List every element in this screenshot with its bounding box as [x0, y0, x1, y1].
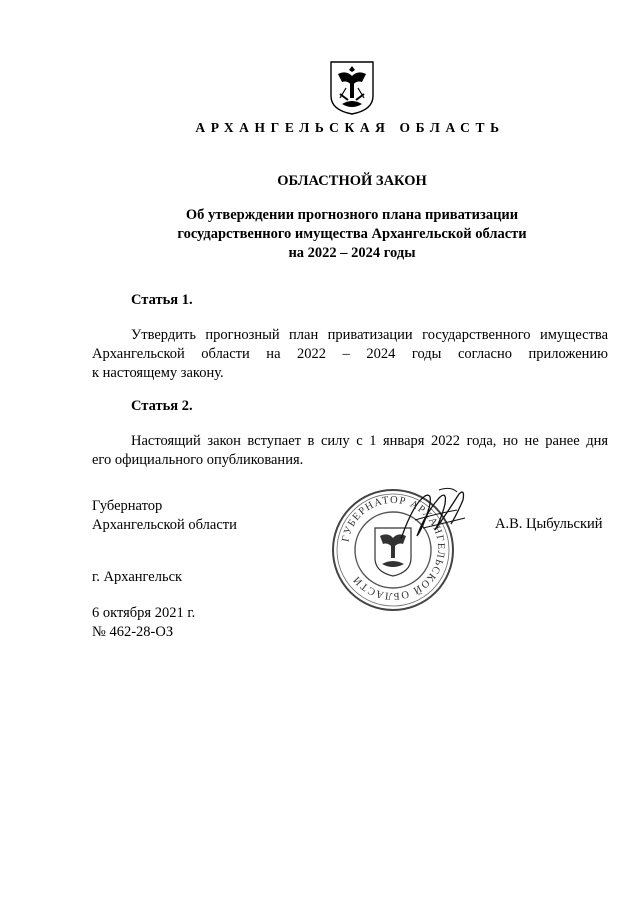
- law-title-line: на 2022 – 2024 годы: [288, 245, 416, 261]
- place-of-signing: г. Архангельск: [92, 569, 183, 585]
- article-2-heading: Статья 2.: [131, 398, 193, 414]
- article-2-line: его официального опубликования.: [92, 452, 304, 468]
- handwritten-signature-icon: [395, 484, 475, 546]
- article-1-heading: Статья 1.: [131, 292, 193, 308]
- signatory-position-line: Губернатор: [92, 498, 163, 514]
- signatory-position: [92, 497, 237, 535]
- arkhangelsk-coat-of-arms-icon: [328, 60, 376, 116]
- article-1-line: Архангельской области на 2022 – 2024 годы согласно приложению: [92, 346, 608, 362]
- law-title-line: Об утверждении прогнозного плана приватизации: [185, 207, 519, 223]
- article-1-line: к настоящему закону.: [92, 365, 224, 381]
- article-1-line: Утвердить прогнозный план приватизации государственного имущества: [131, 327, 608, 343]
- signatory-name: А.В. Цыбульский: [495, 516, 603, 532]
- article-2-line: Настоящий закон вступает в силу с 1 января 2022 года, но не ранее дня: [131, 433, 608, 449]
- region-name: АРХАНГЕЛЬСКАЯ ОБЛАСТЬ: [195, 120, 505, 135]
- signatory-position-line: Архангельской области: [92, 517, 237, 533]
- law-date: 6 октября 2021 г.: [92, 605, 196, 621]
- article-1-text: [92, 326, 608, 383]
- law-type: ОБЛАСТНОЙ ЗАКОН: [277, 173, 427, 189]
- law-number: № 462-28-ОЗ: [92, 624, 174, 640]
- article-2-text: [92, 432, 608, 470]
- law-title-line: государственного имущества Архангельской области: [177, 226, 527, 242]
- law-title: [0, 206, 640, 263]
- law-date-and-number: [92, 604, 195, 642]
- seal-text: ГУБЕРНАТОР АРХАНГЕЛЬСКОЙ ОБЛАСТИ: [340, 494, 447, 602]
